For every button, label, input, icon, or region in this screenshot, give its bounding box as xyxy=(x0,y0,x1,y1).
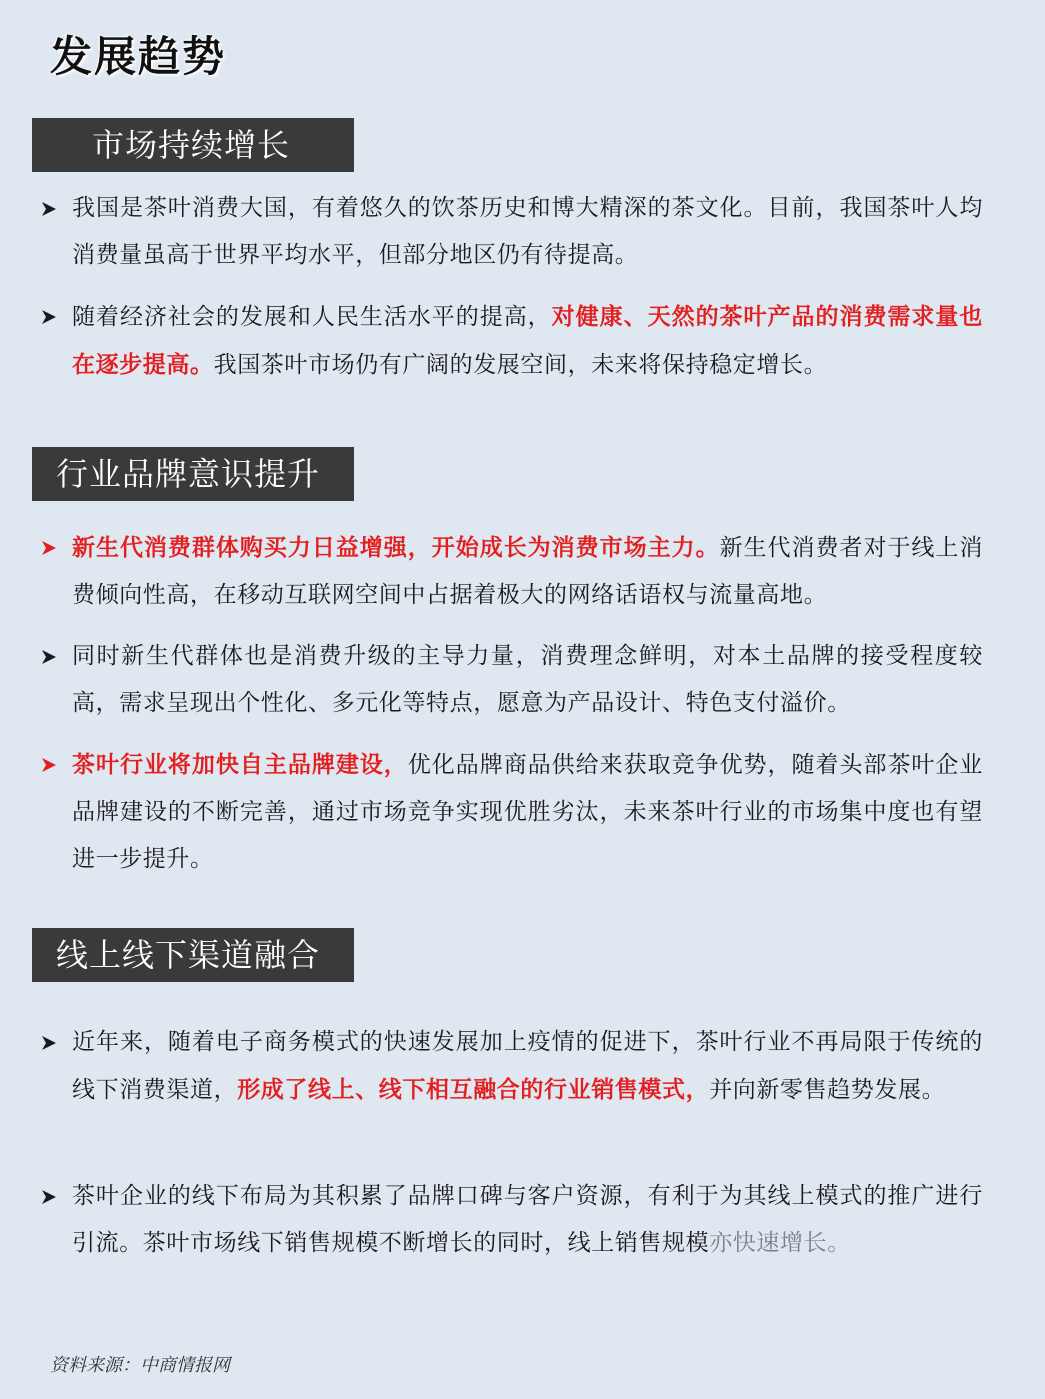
bullet-text: 新生代消费群体购买力日益增强，开始成长为消费市场主力。新生代消费者对于线上消费倾向性高，在移动互联网空间中占据着极大的网络话语权与流量高地。 xyxy=(72,534,983,608)
bullet-text: 茶叶企业的线下布局为其积累了品牌口碑与客户资源，有利于为其线上模式的推广进行引流。茶叶市场线下销售规模不断增长的同时，线上销售规模亦快速增长。 xyxy=(72,1183,983,1256)
arrow-bullet-icon xyxy=(38,1173,60,1220)
section-header-brand-awareness: 行业品牌意识提升 xyxy=(32,447,354,501)
section-header-market-growth: 市场持续增长 xyxy=(32,118,354,172)
bullet-text: 同时新生代群体也是消费升级的主导力量，消费理念鲜明，对本土品牌的接受程度较高，需求呈现出个性化、多元化等特点，愿意为产品设计、特色支付溢价。 xyxy=(72,643,983,716)
section-header-channel-integration: 线上线下渠道融合 xyxy=(32,928,354,982)
bullet-item xyxy=(38,1173,983,1267)
bullet-item xyxy=(38,1019,983,1114)
bullet-text: 近年来，随着电子商务模式的快速发展加上疫情的促进下，茶叶行业不再局限于传统的线下消费渠道，形成了线上、线下相互融合的行业销售模式，并向新零售趋势发展。 xyxy=(72,1029,983,1103)
arrow-bullet-icon xyxy=(38,741,60,788)
bullet-text: 茶叶行业将加快自主品牌建设，优化品牌商品供给来获取竞争优势，随着头部茶叶企业品牌建设的不断完善，通过市场竞争实现优胜劣汰，未来茶叶行业的市场集中度也有望进一步提升。 xyxy=(72,751,984,872)
bullet-text: 我国是茶叶消费大国，有着悠久的饮茶历史和博大精深的茶文化。目前，我国茶叶人均消费量虽高于世界平均水平，但部分地区仍有待提高。 xyxy=(72,195,983,268)
bullet-item xyxy=(38,633,983,727)
faded-text: 亦快速增长。 xyxy=(709,1230,851,1256)
bullet-item xyxy=(38,741,983,883)
highlight-text: 形成了线上、线下相互融合的行业销售模式， xyxy=(237,1076,710,1103)
bullet-item xyxy=(38,524,983,619)
arrow-bullet-icon xyxy=(38,293,60,340)
arrow-bullet-icon xyxy=(38,185,60,232)
source-note: 资料来源：中商情报网 xyxy=(50,1355,230,1376)
bullet-text: 随着经济社会的发展和人民生活水平的提高，对健康、天然的茶叶产品的消费需求量也在逐步提高。我国茶叶市场仍有广阔的发展空间，未来将保持稳定增长。 xyxy=(72,303,983,378)
bullet-item xyxy=(38,185,983,279)
bullet-item xyxy=(38,293,983,389)
arrow-bullet-icon xyxy=(38,524,60,571)
arrow-bullet-icon xyxy=(38,1019,60,1066)
highlight-text: 新生代消费群体购买力日益增强，开始成长为消费市场主力。 xyxy=(72,534,720,561)
highlight-text: 对健康、天然的茶叶产品的消费需求量也在逐步提高。 xyxy=(72,303,983,378)
page-title: 发展趋势 xyxy=(50,32,227,81)
highlight-text: 茶叶行业将加快自主品牌建设， xyxy=(72,751,408,778)
arrow-bullet-icon xyxy=(38,633,60,680)
